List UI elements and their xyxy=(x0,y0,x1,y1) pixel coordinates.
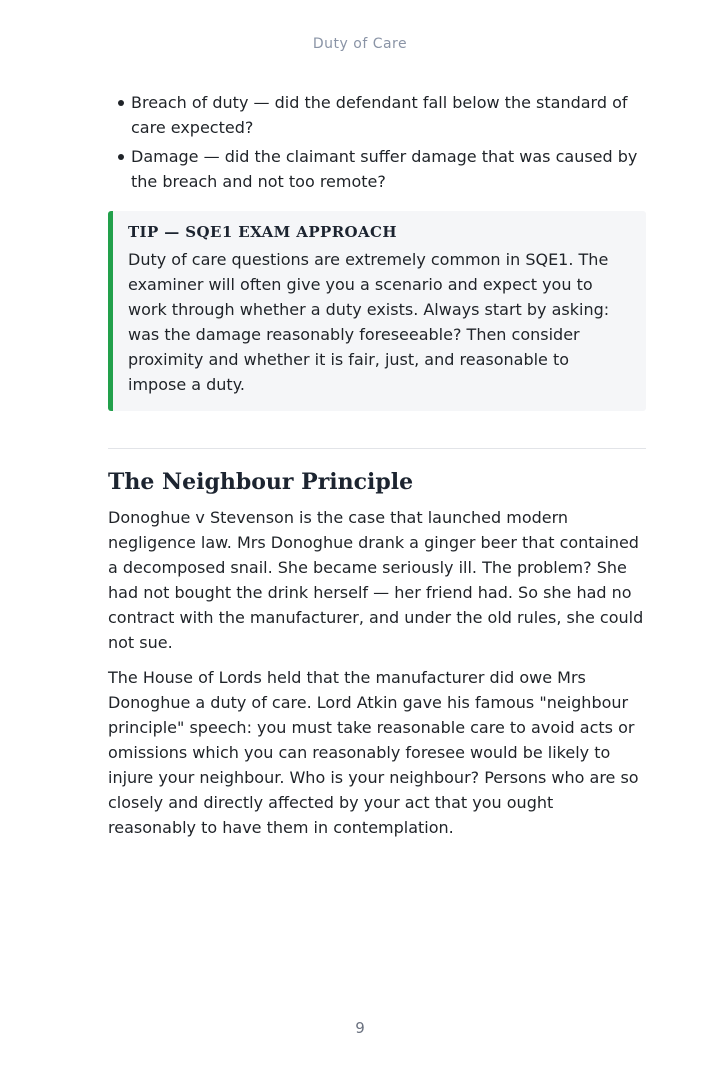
paragraph-donoghue: Donoghue v Stevenson is the case that launched modern negligence law. Mrs Donoghue drank a ginger beer that contained a decomposed snail. She became seriously ill. The problem? She had not bought the drink herself — her friend had. So she had no contract with the manufacturer, and under the old rules, she could not sue. xyxy=(108,508,644,652)
tip-callout xyxy=(108,211,646,411)
page-content xyxy=(108,90,646,850)
page-number: 9 xyxy=(355,1019,365,1037)
element-list xyxy=(108,90,646,194)
tip-body: Duty of care questions are extremely common in SQE1. The examiner will often give you a scenario and expect you to work through whether a duty exists. Always start by asking: was the damage reasonably foreseeable? Then consider proximity and whether it is fair, just, and reasonable to impose a duty. xyxy=(128,250,610,394)
list-item-damage: Damage — did the claimant suffer damage that was caused by the breach and not too remote? xyxy=(116,144,646,194)
section-divider xyxy=(108,448,646,449)
running-header: Duty of Care xyxy=(312,36,408,52)
paragraph-house-of-lords: The House of Lords held that the manufacturer did owe Mrs Donoghue a duty of care. Lord Atkin gave his famous "neighbour principle" speech: you must take reasonable care to avoid acts or omissions which you can reasonably foresee would be likely to injure your neighbour. Who is your neighbour? Persons who are so closely and directly affected by your act that you ought reasonably to have them in contemplation. xyxy=(108,668,639,837)
tip-title: TIP — SQE1 EXAM APPROACH xyxy=(128,223,397,241)
list-item-breach: Breach of duty — did the defendant fall below the standard of care expected? xyxy=(116,90,646,140)
section-heading: The Neighbour Principle xyxy=(108,469,414,495)
